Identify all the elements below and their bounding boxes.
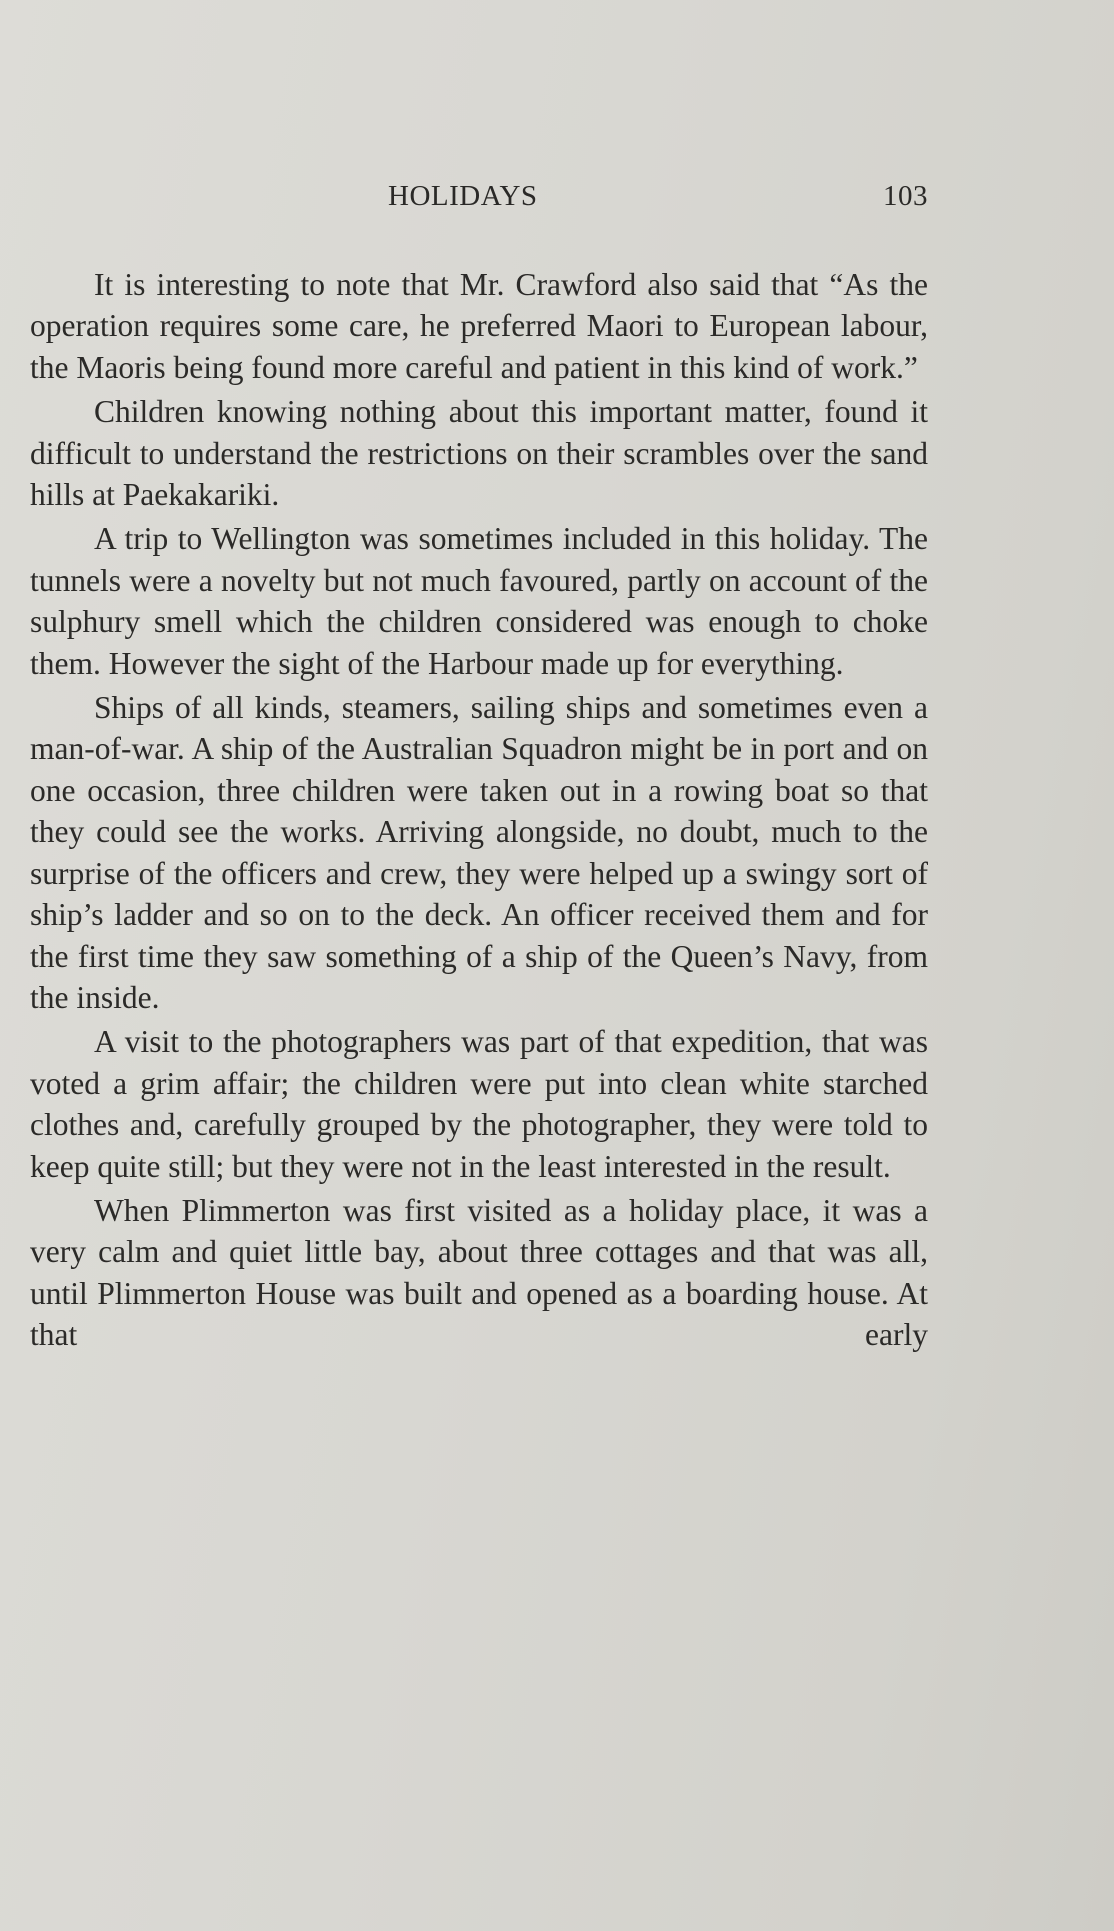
paragraph: Ships of all kinds, steamers, sailing ships and sometimes even a man-of-war. A ship of the Australian Squadron might be in port and on one occasion, three children were taken out in a rowing boat so that they could see the works. Arriving alongside, no doubt, much to the surprise of the officers and crew, they were helped up a swingy sort of ship’s ladder and so on to the deck. An officer received them and for the first time they saw something of a ship of the Queen’s Navy, from the inside. [30, 690, 928, 1015]
paragraph: A visit to the photographers was part of that expedition, that was voted a grim affair; the children were put into clean white starched clothes and, carefully grouped by the photographer, they were told to keep quite still; but they were not in the least interested in the result. [30, 1024, 928, 1184]
paragraph: When Plimmerton was first visited as a holiday place, it was a very calm and quiet little bay, about three cottages and that was all, until Plimmerton House was built and opened as a boarding house. At that early [30, 1192, 928, 1353]
paragraph: It is interesting to note that Mr. Crawford also said that “As the operation requires some care, he preferred Maori to European labour, the Maoris being found more careful and patient in this kind of work.” [30, 267, 928, 385]
running-head [30, 180, 928, 220]
body-text [30, 264, 928, 1359]
paragraph: A trip to Wellington was sometimes included in this holiday. The tunnels were a novelty but not much favoured, partly on account of the sulphury smell which the children considered was enough to choke them. However the sight of the Harbour made up for everything. [30, 521, 928, 681]
paragraph: Children knowing nothing about this important matter, found it difficult to understand the restrictions on their scrambles over the sand hills at Paekakariki. [30, 394, 928, 513]
running-title: HOLIDAYS [388, 180, 538, 212]
page-number: 103 [883, 180, 928, 212]
